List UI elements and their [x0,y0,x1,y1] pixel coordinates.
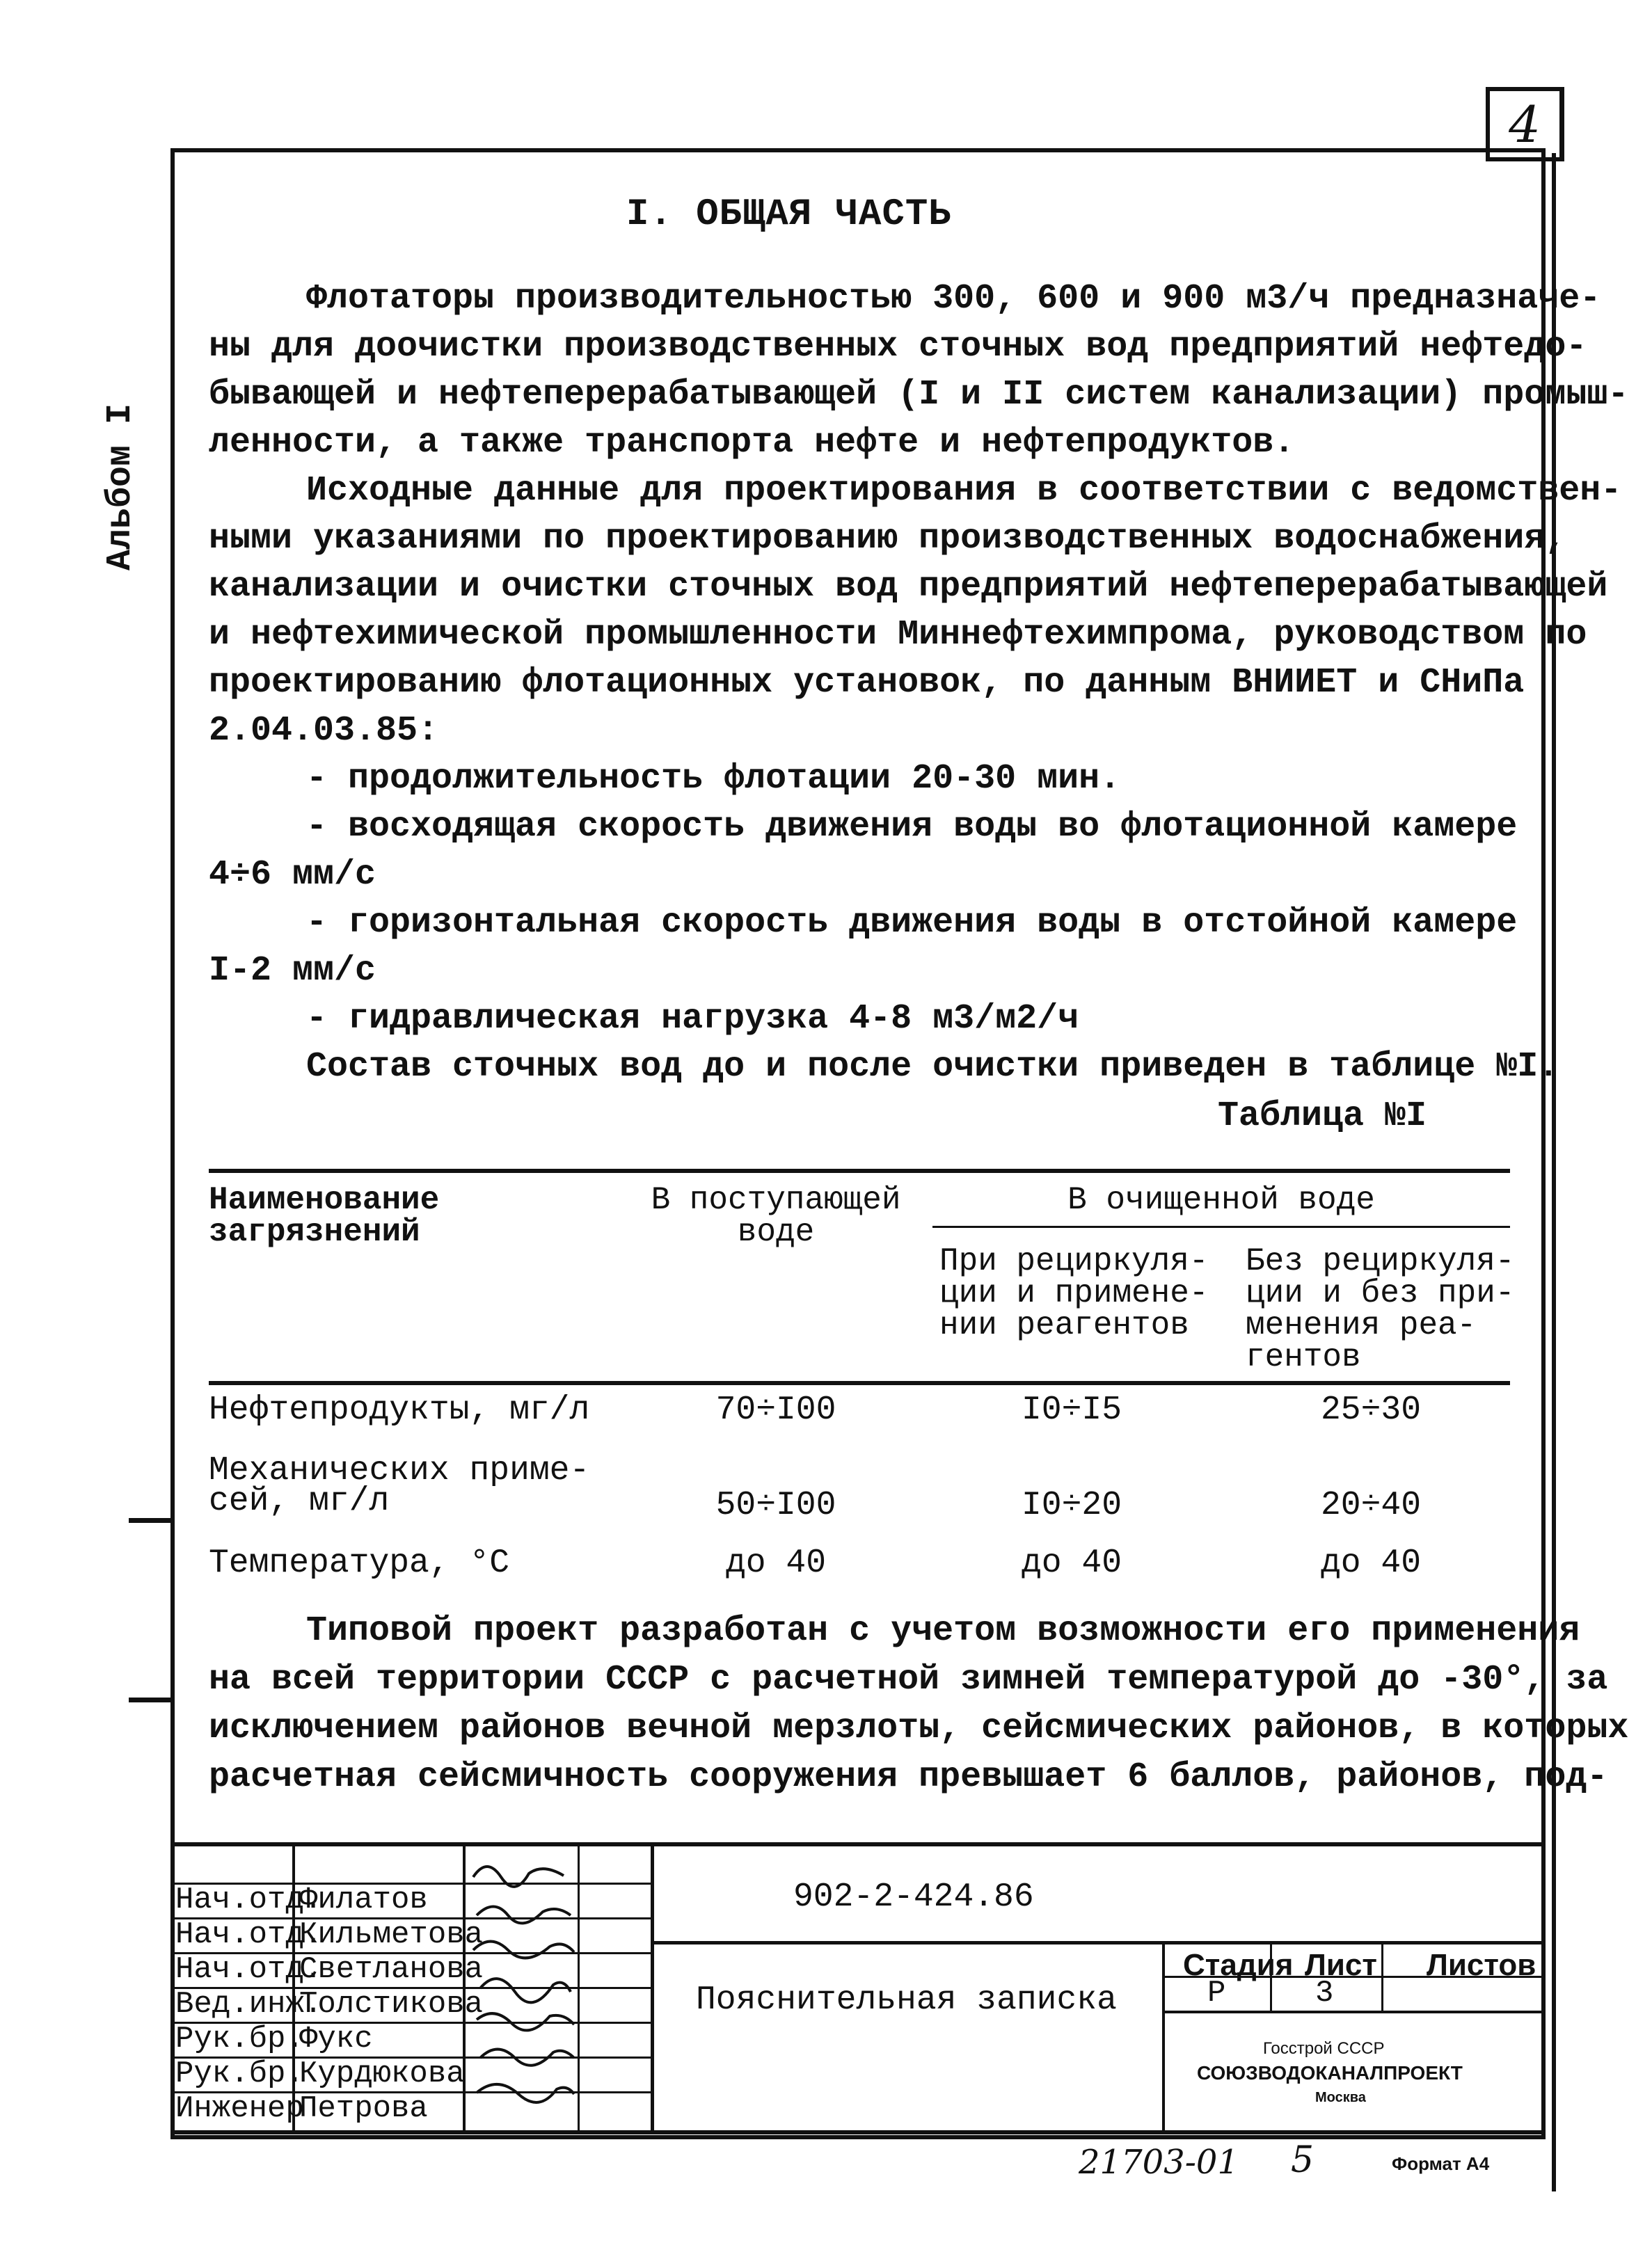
list-item: - восходящая скорость движения воды во флотационной камере [306,807,1518,847]
table-cell: до 40 [1320,1544,1422,1582]
table-cell: 70÷I00 [715,1391,836,1429]
table-top-rule [209,1169,1510,1173]
section-heading: I. ОБЩАЯ ЧАСТЬ [626,193,952,236]
title-block-mid-rule [651,1941,1541,1944]
sheet-value: 3 [1315,1976,1334,2011]
table-cell: до 40 [1021,1544,1122,1582]
sheets-label: Листов [1427,1948,1536,1982]
title-block-rule [1162,2011,1541,2013]
table-cell-name: Температура, °С [209,1544,510,1582]
list-item: - продолжительность флотации 20-30 мин. [306,759,1121,799]
org-line3: Москва [1315,2090,1366,2105]
signer-role: Вед.инж. [175,1987,323,2022]
paragraph-line: ны для доочистки производственных сточных вод предприятий нефтедо- [209,327,1587,367]
paragraph-line: Типовой проект разработан с учетом возможности его применения [306,1611,1580,1651]
paragraph-line: бывающей и нефтеперерабатывающей (I и II систем канализации) промыш- [209,375,1629,415]
sheet-number: 4 [1509,95,1541,154]
signer-role: Инженер [175,2091,304,2126]
paragraph-line: и нефтехимической промышленности Миннефтехимпрома, руководством по [209,615,1587,655]
signer-role: Нач.отд. [175,1883,323,1917]
table-header-rule [209,1381,1510,1385]
table-cell: I0÷I5 [1021,1391,1122,1429]
project-code: 902-2-424.86 [793,1878,1034,1916]
sheet-label: Лист [1305,1948,1377,1982]
table-cell: 20÷40 [1320,1487,1422,1524]
signer-name: Курдюкова [299,2057,465,2091]
table-cell: 25÷30 [1320,1391,1422,1429]
paragraph-line: проектированию флотационных установок, по данным ВНИИЕТ и СНиПа [209,663,1525,703]
paragraph-line: расчетная сейсмичность сооружения превышает 6 баллов, районов, под- [209,1757,1608,1797]
header-without-recirc: Без рециркуля- ции и без при- менения реа- гентов [1246,1243,1515,1375]
signer-name: Кильметова [299,1917,484,1952]
list-item: 4÷6 мм/с [209,855,376,895]
header-incoming: В поступающей воде [651,1182,901,1250]
signer-role: Нач.отд. [175,1952,323,1987]
signer-name: Светланова [299,1952,484,1987]
album-label: Альбом I [101,403,141,570]
org-line1: Госстрой СССР [1263,2039,1385,2058]
table-intro: Состав сточных вод до и после очистки приведен в таблице №I. [306,1047,1559,1087]
signature-marks [466,1849,578,2127]
list-item: I-2 мм/с [209,951,376,991]
paragraph-line: 2.04.03.85: [209,711,439,751]
paragraph-line: на всей территории СССР с расчетной зимней температурой до -30°, за [209,1660,1608,1700]
title-block-rule [1381,1941,1383,2011]
table-cell: 50÷I00 [715,1487,836,1524]
stage-label: Стадия [1183,1948,1294,1982]
paragraph-line: канализации и очистки сточных вод предприятий нефтеперерабатывающей [209,567,1608,607]
table-cell: I0÷20 [1021,1487,1122,1524]
signer-name: Толстикова [299,1987,484,2022]
margin-mark [129,1698,170,1702]
signer-role: Рук.бр. [175,2057,304,2091]
inventory-number: 21703-01 [1079,2143,1239,2182]
table-subheader-rule [932,1226,1510,1228]
title-block-col-rule [651,1842,654,2134]
list-item: - гидравлическая нагрузка 4-8 м3/м2/ч [306,999,1079,1039]
paragraph-line: исключением районов вечной мерзлоты, сейсмических районов, в которых [209,1709,1629,1748]
right-margin-rule [1552,153,1556,2191]
signer-name: Фукс [299,2022,373,2057]
signer-role: Рук.бр. [175,2022,304,2057]
paragraph-line: Исходные данные для проектирования в соответствии с ведомствен- [306,471,1622,511]
page-number: 5 [1291,2139,1315,2181]
signer-role: Нач.отд. [175,1917,323,1952]
stage-value: Р [1207,1976,1226,2011]
title-block-bottom-rule [170,2130,1541,2134]
header-name: Наименование загрязнений [209,1182,440,1250]
header-with-recirc: При рециркуля- ции и примене- нии реагентов [939,1243,1209,1343]
list-item: - горизонтальная скорость движения воды в отстойной камере [306,903,1518,943]
margin-mark [129,1518,170,1523]
table-cell-name: Нефтепродукты, мг/л [209,1391,590,1429]
paragraph-line: Флотаторы производительностью 300, 600 и 900 м3/ч предназначе- [306,279,1601,319]
title-block-col-rule [1162,1941,1165,2134]
header-purified: В очищенной воде [1067,1182,1375,1218]
table-cell-name: Механических приме- сей, мг/л [209,1452,590,1520]
paragraph-line: ными указаниями по проектированию производственных водоснабжения, [209,519,1566,559]
org-line2: СОЮЗВОДОКАНАЛПРОЕКТ [1197,2062,1463,2084]
signer-name: Филатов [299,1883,428,1917]
title-block-top-rule [170,1842,1541,1846]
signer-name: Петрова [299,2091,428,2126]
paragraph-line: ленности, а также транспорта нефте и нефтепродуктов. [209,423,1295,463]
format-label: Формат А4 [1392,2153,1490,2174]
table-cell: до 40 [725,1544,827,1582]
document-name: Пояснительная записка [696,1981,1117,2019]
table-caption: Таблица №I [1218,1096,1427,1136]
